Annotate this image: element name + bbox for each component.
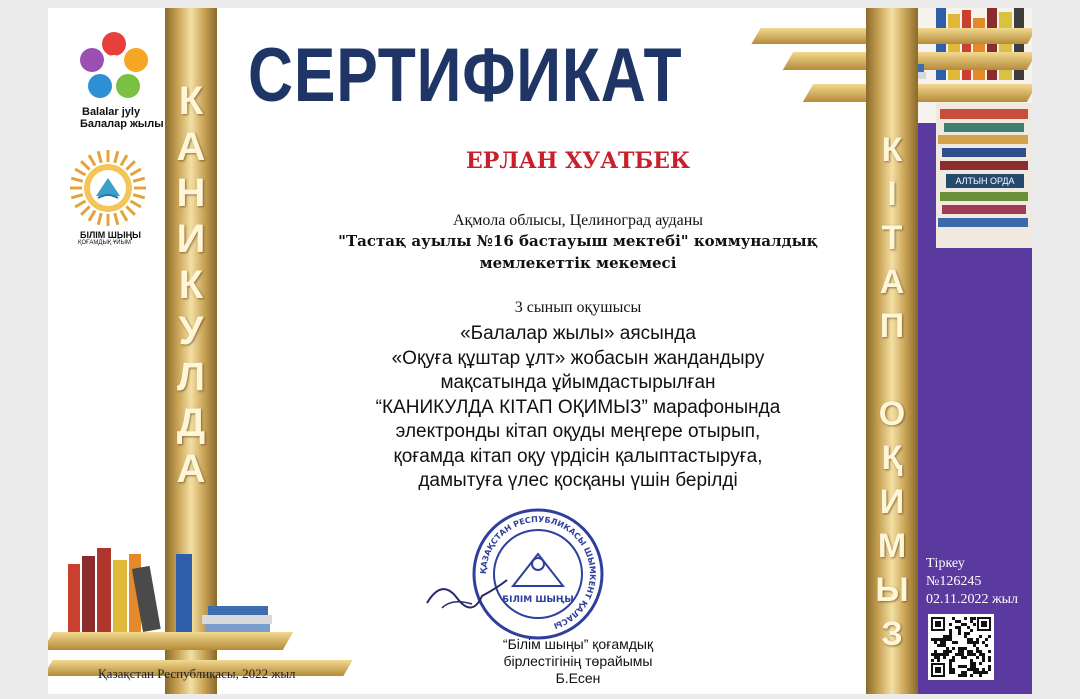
- book-stack: [206, 624, 270, 632]
- registration-number: №126245: [926, 574, 982, 589]
- bilim-logo-line1: БІЛІМ ШЫҢЫ: [80, 230, 141, 240]
- book: [82, 556, 95, 632]
- certificate: [48, 8, 1032, 694]
- bilim-logo-line2: ҚОҒАМДЫҚ ҰЙЫМ: [78, 240, 131, 246]
- banner-letter: А: [176, 125, 206, 169]
- body-line: «Оқуға құштар ұлт» жобасын жандандыру: [391, 348, 765, 369]
- book-stack: [202, 615, 272, 624]
- body-line: мақсатында ұйымдастырылған: [440, 372, 716, 393]
- school-line-3: мемлекеттік мекемесі: [479, 254, 677, 272]
- school-line-2: "Тастақ ауылы №16 бастауыш мектебі" коммуналдық: [338, 232, 818, 250]
- balalar-logo-line1: Balalar jyly: [82, 106, 141, 118]
- banner-letter: К: [881, 131, 903, 169]
- banner-letter: М: [877, 527, 907, 565]
- banner-letter: У: [178, 309, 204, 353]
- certificate-title: СЕРТИФИКАТ: [248, 33, 683, 118]
- grade-line: 3 сынып оқушысы: [514, 299, 642, 316]
- bookcase-image: [936, 103, 1032, 248]
- stamp-ring-text: ҚАЗАҚСТАН РЕСПУБЛИКАСЫ ШЫМКЕНТ ҚАЛАСЫ: [478, 514, 598, 631]
- banner-letter: И: [879, 483, 905, 521]
- banner-letter: Н: [176, 171, 206, 215]
- registration-date: 02.11.2022 жыл: [926, 592, 1019, 607]
- signature-line-3: Б.Есен: [555, 670, 601, 686]
- body-line: электронды кітап оқуды меңгере отырып,: [395, 421, 761, 442]
- banner-letter: И: [176, 217, 206, 261]
- footer-text: Қазақстан Республикасы, 2022 жыл: [98, 666, 296, 681]
- gold-shelf: [48, 632, 293, 650]
- banner-letter: З: [881, 615, 903, 653]
- body-line: «Балалар жылы» аясында: [460, 323, 696, 344]
- banner-letter: К: [178, 79, 204, 123]
- left-banner-text: [165, 78, 217, 492]
- book: [68, 564, 80, 632]
- signature-line-1: “Білім шыңы” қоғамдық: [502, 636, 654, 652]
- banner-letter: Л: [176, 355, 206, 399]
- balalar-logo-line2: Балалар жылы: [80, 118, 164, 130]
- banner-letter: Ы: [875, 571, 909, 609]
- book: [176, 554, 192, 632]
- signature-line-2: бірлестігінің төрайымы: [503, 653, 653, 669]
- qr-code-icon[interactable]: [928, 614, 994, 680]
- balalar-jyly-logo-icon: [78, 30, 150, 102]
- book: [113, 560, 127, 632]
- signature-icon: [422, 568, 512, 618]
- registration-label: Тіркеу: [926, 556, 965, 571]
- banner-letter: А: [879, 263, 905, 301]
- body-line: “КАНИКУЛДА КІТАП ОҚИМЫЗ” марафонында: [375, 397, 781, 418]
- recipient-name: ЕРЛАН ХУАТБЕК: [466, 148, 690, 174]
- banner-letter: І: [887, 175, 897, 213]
- stamp-center-text: БІЛІМ ШЫҢЫ: [502, 595, 574, 605]
- banner-letter: Д: [176, 401, 206, 445]
- banner-letter: Қ: [881, 439, 903, 477]
- banner-letter: К: [178, 263, 204, 307]
- book-stack: [208, 606, 268, 615]
- banner-letter: Т: [881, 219, 903, 257]
- banner-letter: О: [878, 395, 906, 433]
- bilim-shyny-logo-icon: [68, 148, 148, 228]
- school-line-1: Ақмола облысы, Целиноград ауданы: [452, 212, 704, 229]
- book: [948, 14, 960, 80]
- book: [97, 548, 111, 632]
- body-line: дамытуға үлес қосқаны үшін берілді: [418, 470, 738, 491]
- body-line: қоғамда кітап оқу үрдісін қалыптастыруға,: [393, 446, 763, 467]
- spine-label: АЛТЫН ОРДА: [946, 174, 1024, 188]
- banner-letter: А: [176, 447, 206, 491]
- banner-letter: П: [879, 307, 905, 345]
